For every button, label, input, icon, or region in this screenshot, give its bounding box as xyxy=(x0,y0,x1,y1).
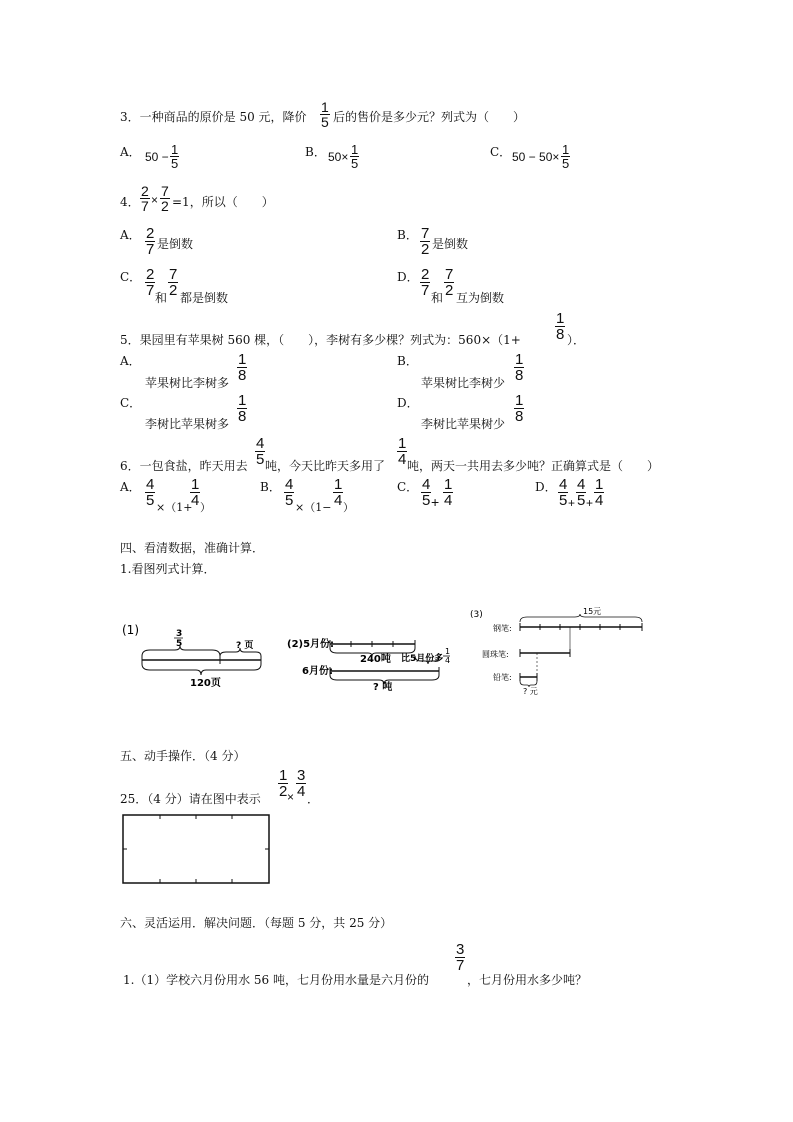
q4-fraction-2: 7 2 xyxy=(161,183,169,214)
q6-option-b-fraction-2: 1 4 xyxy=(334,476,343,509)
diagram-1-bottom-brace xyxy=(142,664,261,675)
q6-option-a-op: ×（1+ xyxy=(156,501,193,514)
q3-option-c-label: C． xyxy=(490,145,512,159)
q5-option-c-label: C． xyxy=(120,396,142,410)
q4-times: × xyxy=(151,193,159,207)
q3-option-b-fraction: 1 5 xyxy=(351,142,359,171)
section-4-subheading: 1.看图列式计算． xyxy=(120,562,216,576)
q5-option-b-text: 苹果树比李树少 xyxy=(421,376,506,390)
q4-option-d-mid: 和 xyxy=(431,291,444,305)
q6-option-a-close: ） xyxy=(200,501,211,514)
q25-fraction-2: 3 4 xyxy=(297,767,306,800)
q25-rectangle[interactable] xyxy=(122,814,272,886)
diagram-2-unknown: ? 吨 xyxy=(373,682,393,693)
q4-option-d-label: D． xyxy=(397,270,419,284)
diagram-3-unknown: ? 元 xyxy=(523,687,538,696)
q6-option-d-op-2: + xyxy=(586,496,594,510)
q6-option-b-op: ×（1− xyxy=(295,501,332,514)
q6-stem-a: 6．一包食盐，昨天用去 xyxy=(120,459,248,473)
q5-option-b-label: B． xyxy=(397,354,418,368)
q4-option-c-fraction-2: 7 2 xyxy=(169,266,178,299)
q3-stem-b: 后的售价是多少元？列式为（ ） xyxy=(333,110,526,124)
section-5-heading: 五、动手操作．（4 分） xyxy=(120,749,246,763)
q3-option-b-expr: 50× xyxy=(328,150,349,164)
q6-option-d-label: D． xyxy=(535,480,557,494)
q6-stem-fraction-1: 4 5 xyxy=(256,435,265,468)
q4-tail: =1，所以（ ） xyxy=(172,195,274,209)
q5-option-b-fraction: 1 8 xyxy=(515,351,524,384)
q4-option-b-fraction: 7 2 xyxy=(421,225,430,258)
q25-stem: 25．（4 分）请在图中表示 xyxy=(120,792,261,806)
q25-times: × xyxy=(287,790,295,804)
section-6-q1-fraction: 3 7 xyxy=(456,941,465,974)
q3-option-b-label: B． xyxy=(305,145,326,159)
diagram-1-total: 120页 xyxy=(190,678,221,689)
section-6-q1-a: 1.（1）学校六月份用水 56 吨，七月份用水量是六月份的 xyxy=(123,973,429,987)
diagram-1-unknown: ? 页 xyxy=(236,641,254,651)
q3-option-c-fraction: 1 5 xyxy=(562,142,570,171)
q5-option-d-label: D． xyxy=(397,396,419,410)
q4-option-d-fraction-1: 2 7 xyxy=(421,266,430,299)
q3-option-a-label: A． xyxy=(120,145,141,159)
q6-option-c-fraction-2: 1 4 xyxy=(444,476,453,509)
diagram-2-amount: 240吨 xyxy=(360,654,391,665)
diagram-1-label: (1) xyxy=(122,623,139,637)
q4-option-b-label: B． xyxy=(397,228,418,242)
section-6-heading: 六、灵活运用．解决问题．（每题 5 分，共 25 分） xyxy=(120,916,393,930)
diagram-1-fraction-den: 5 xyxy=(176,639,183,649)
q4-option-d-fraction-2: 7 2 xyxy=(445,266,454,299)
q6-option-c-label: C． xyxy=(397,480,419,494)
q6-option-d-op-1: + xyxy=(568,496,576,510)
q5-stem: 5．果园里有苹果树 560 棵，（ ），李树有多少棵？列式为：560×（1+ xyxy=(120,333,521,347)
section-4-heading: 四、看清数据，准确计算． xyxy=(120,541,265,555)
q6-option-b-label: B． xyxy=(260,480,281,494)
q6-option-b-fraction-1: 4 5 xyxy=(285,476,294,509)
q6-option-d-fraction-3: 1 4 xyxy=(595,476,604,509)
q5-stem-fraction: 1 8 xyxy=(556,310,565,343)
q4-option-a-text: 是倒数 xyxy=(157,237,194,251)
diagram-3 xyxy=(465,605,655,695)
q25-end: ． xyxy=(307,792,320,806)
q4-option-d-text: 互为倒数 xyxy=(456,291,505,305)
q5-option-d-text: 李树比苹果树少 xyxy=(421,417,506,431)
q6-option-a-fraction-1: 4 5 xyxy=(146,476,155,509)
q5-option-c-fraction: 1 8 xyxy=(238,392,247,425)
q5-option-d-fraction: 1 8 xyxy=(515,392,524,425)
q5-option-c-text: 李树比苹果树多 xyxy=(145,417,230,431)
q4-fraction-1: 2 7 xyxy=(141,183,149,214)
diagram-3-pen-label: 钢笔: xyxy=(493,624,512,633)
diagram-1-fraction-num: 3 xyxy=(176,629,183,639)
diagram-2-june-label: 6月份: xyxy=(302,666,333,677)
q6-option-c-op: + xyxy=(431,494,440,510)
diagram-2-compare: 比5月份多 xyxy=(401,654,444,664)
q4-option-b-text: 是倒数 xyxy=(432,237,469,251)
q3-option-a-expr: 50 − xyxy=(145,150,169,164)
q5-stem-close: ）． xyxy=(567,333,586,347)
q4-lead: 4． xyxy=(120,195,140,209)
diagram-2-fraction-den: 4 xyxy=(445,656,451,665)
q6-stem-fraction-2: 1 4 xyxy=(398,435,407,468)
q5-option-a-fraction: 1 8 xyxy=(238,351,247,384)
q4-option-a-fraction: 2 7 xyxy=(146,225,155,258)
q6-stem-c: 吨，两天一共用去多少吨？正确算式是（ ） xyxy=(407,459,660,473)
q4-option-c-fraction-1: 2 7 xyxy=(146,266,155,299)
diagram-2-label: (2)5月份: xyxy=(287,639,335,650)
q6-option-a-label: A． xyxy=(120,480,141,494)
q25-fraction-1: 1 2 xyxy=(279,767,288,800)
q3-option-c-expr: 50 − 50× xyxy=(512,150,560,164)
q6-option-d-fraction-2: 4 5 xyxy=(577,476,586,509)
q3-stem-fraction: 1 5 xyxy=(321,99,329,130)
q6-option-b-close: ） xyxy=(343,501,354,514)
q6-option-c-fraction-1: 4 5 xyxy=(422,476,431,509)
diagram-2 xyxy=(285,634,455,704)
q3-option-a-fraction: 1 5 xyxy=(171,142,179,171)
q6-option-a-fraction-2: 1 4 xyxy=(191,476,200,509)
q4-option-a-label: A． xyxy=(120,228,141,242)
q6-option-d-fraction-1: 4 5 xyxy=(559,476,568,509)
diagram-1 xyxy=(120,620,270,690)
q4-option-c-mid: 和 xyxy=(155,291,168,305)
q6-stem-b: 吨，今天比昨天多用了 xyxy=(265,459,386,473)
q5-option-a-text: 苹果树比李树多 xyxy=(145,376,230,390)
diagram-3-pencil-label: 铅笔: xyxy=(493,673,512,682)
q4-option-c-label: C． xyxy=(120,270,142,284)
diagram-3-ballpen-label: 圆珠笔: xyxy=(482,650,509,659)
section-6-q1-b: ，七月份用水多少吨？ xyxy=(467,973,588,987)
diagram-3-label: (3) xyxy=(470,610,483,620)
q3-stem-a: 3．一种商品的原价是 50 元，降价 xyxy=(120,110,307,124)
diagram-2-fraction-num: 1 xyxy=(445,647,451,656)
q5-option-a-label: A． xyxy=(120,354,141,368)
q4-option-c-text: 都是倒数 xyxy=(180,291,229,305)
diagram-3-total: 15元 xyxy=(583,607,602,616)
